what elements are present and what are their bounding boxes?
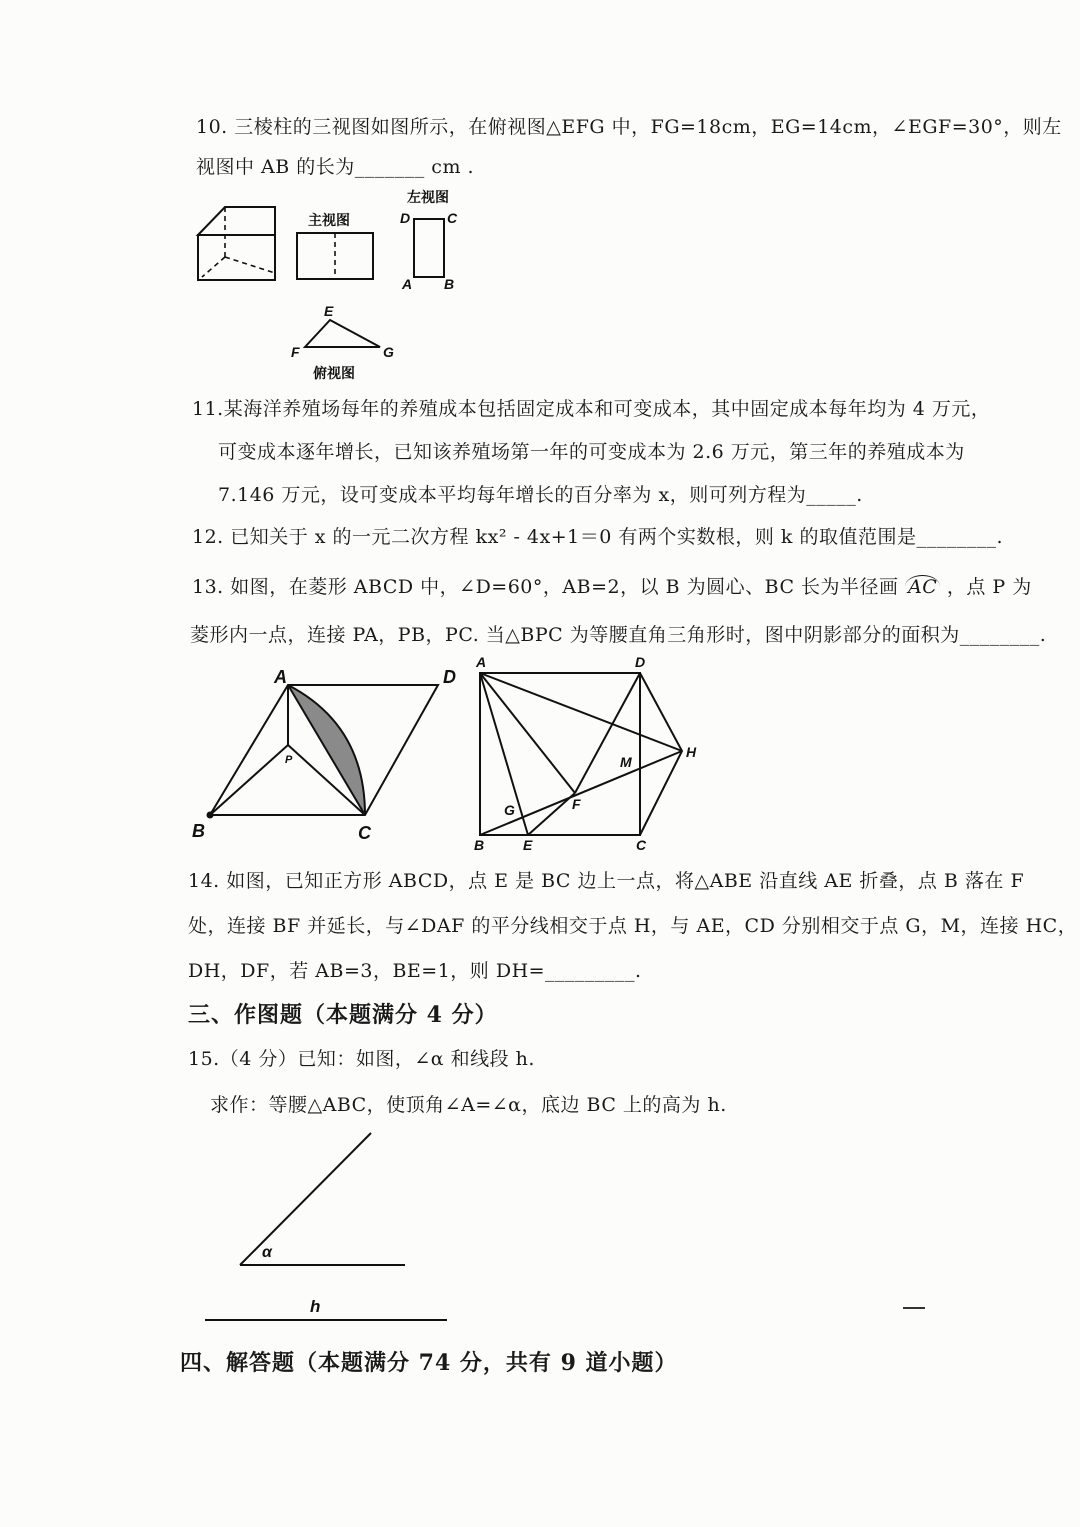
left-view-label: 左视图 (407, 189, 449, 205)
q13-line1 (192, 572, 1032, 599)
label-B: B (474, 837, 485, 853)
q14-line2: 处，连接 BF 并延长，与∠DAF 的平分线相交于点 H，与 AE，CD 分别相交于点 G，M，连接 HC， (188, 915, 1078, 937)
label-alpha: α (262, 1244, 272, 1261)
q13-line2: 菱形内一点，连接 PA，PB，PC. 当△BPC 为等腰直角三角形时，图中阴影部分的面积为________. (190, 624, 1047, 646)
q10-figure (180, 185, 680, 385)
label-D: D (400, 210, 411, 226)
q14-line1: 14. 如图，已知正方形 ABCD，点 E 是 BC 边上一点，将△ABE 沿直线 AE 折叠，点 B 落在 F (188, 870, 1025, 892)
main-view-label: 主视图 (308, 212, 350, 228)
q11-line3: 7.146 万元，设可变成本平均每年增长的百分率为 x，则可列方程为_____. (218, 484, 863, 506)
label-E: E (523, 837, 533, 853)
label-G: G (383, 344, 394, 360)
prism-drawing (198, 207, 275, 280)
label-D: D (635, 654, 646, 670)
label-A: A (476, 654, 487, 670)
label-B: B (192, 821, 205, 841)
q14-figure (470, 655, 720, 855)
label-F: F (572, 796, 581, 812)
q14-line3: DH，DF，若 AB=3，BE=1，则 DH=_________. (188, 960, 642, 982)
label-C: C (636, 837, 647, 853)
rhombus-abcd (210, 685, 438, 815)
label-G: G (504, 802, 515, 818)
label-C: C (358, 823, 371, 843)
angle-ray (240, 1133, 371, 1265)
top-view-triangle (305, 320, 380, 347)
label-A: A (274, 667, 287, 687)
q15-line2: 求作：等腰△ABC，使顶角∠A=∠α，底边 BC 上的高为 h. (210, 1094, 727, 1116)
label-C: C (447, 210, 458, 226)
left-view-rect (414, 219, 444, 277)
q13-arc-ac: AC (905, 575, 940, 598)
q15-figure (200, 1130, 500, 1330)
label-D: D (443, 667, 456, 687)
top-view-label: 俯视图 (313, 365, 355, 381)
q10-line1: 10. 三棱柱的三视图如图所示，在俯视图△EFG 中，FG=18cm，EG=14cm，∠EGF=30°，则左 (196, 116, 1062, 138)
q11-line1: 11.某海洋养殖场每年的养殖成本包括固定成本和可变成本，其中固定成本每年均为 4 万元， (192, 398, 991, 420)
q13-line1-end: ，点 P 为 (946, 576, 1032, 598)
section4-title: 四、解答题（本题满分 74 分，共有 9 道小题） (180, 1350, 678, 1376)
label-h: h (310, 1297, 321, 1316)
label-H: H (686, 744, 697, 760)
label-E: E (324, 303, 334, 319)
q13-line1-start: 13. 如图，在菱形 ABCD 中，∠D=60°，AB=2，以 B 为圆心、BC 长为半径画 (192, 576, 899, 598)
q13-figure (190, 665, 470, 850)
q15-line1: 15.（4 分）已知：如图，∠α 和线段 h. (188, 1048, 535, 1070)
label-B: B (444, 276, 455, 292)
section3-title: 三、作图题（本题满分 4 分） (188, 1002, 498, 1028)
q12-line1: 12. 已知关于 x 的一元二次方程 kx² - 4x+1＝0 有两个实数根，则 k 的取值范围是________. (192, 526, 1004, 548)
q10-line2: 视图中 AB 的长为_______ cm . (196, 156, 475, 178)
label-P: P (285, 754, 293, 766)
stray-mark (903, 1307, 925, 1309)
label-A: A (402, 276, 413, 292)
label-M: M (620, 754, 632, 770)
label-F: F (291, 344, 300, 360)
q11-line2: 可变成本逐年增长，已知该养殖场第一年的可变成本为 2.6 万元，第三年的养殖成本为 (218, 441, 965, 463)
